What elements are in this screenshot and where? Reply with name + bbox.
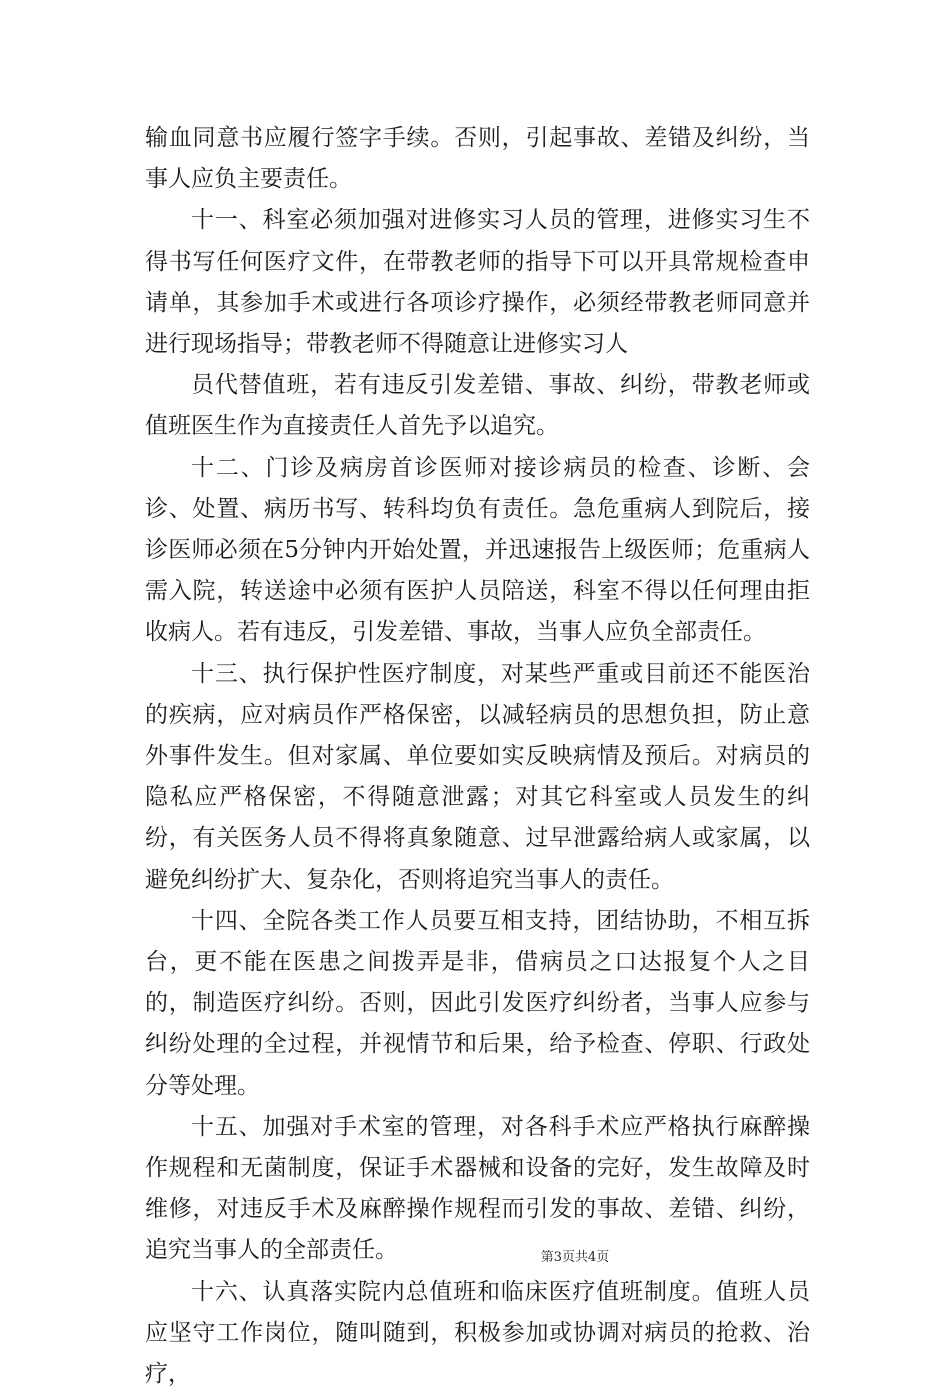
paragraph-6: 十四、全院各类工作人员要互相支持，团结协助，不相互拆台，更不能在医患之间拨弄是非，借病员之口达报复个人之目的，制造医疗纠纷。否则，因此引发医疗纠纷者，当事人应参与纠纷处理的全过程，并视情节和后果，给予检查、停职、行政处分等处理。 <box>145 907 810 1099</box>
paragraph-2: 十一、科室必须加强对进修实习人员的管理，进修实习生不得书写任何医疗文件，在带教老师的指导下可以开具常规检查申请单，其参加手术或进行各项诊疗操作，必须经带教老师同意并进行现场指导；带教老师不得随意让进修实习人 <box>145 207 810 358</box>
paragraph-3: 员代替值班，若有违反引发差错、事故、纠纷，带教老师或值班医生作为直接责任人首先予以追究。 <box>145 372 810 440</box>
paragraph-8: 十六、认真落实院内总值班和临床医疗值班制度。值班人员应坚守工作岗位，随叫随到，积极参加或协调对病员的抢救、治疗， <box>145 1278 810 1388</box>
document-body <box>145 118 810 1395</box>
paragraph-5: 十三、执行保护性医疗制度，对某些严重或目前还不能医治的疾病，应对病员作严格保密，以减轻病员的思想负担，防止意外事件发生。但对家属、单位要如实反映病情及预后。对病员的隐私应严格保密，不得随意泄露；对其它科室或人员发生的纠纷，有关医务人员不得将真象随意、过早泄露给病人或家属，以避免纠纷扩大、复杂化，否则将追究当事人的责任。 <box>145 660 810 893</box>
paragraph-7: 十五、加强对手术室的管理，对各科手术应严格执行麻醉操作规程和无菌制度，保证手术器械和设备的完好，发生故障及时维修，对违反手术及麻醉操作规程而引发的事故、差错、纠纷，追究当事人的全部责任。 <box>145 1113 810 1264</box>
page-footer <box>0 1246 950 1265</box>
paragraph-4: 十二、门诊及病房首诊医师对接诊病员的检查、诊断、会诊、处置、病历书写、转科均负有责任。急危重病人到院后，接诊医师必须在5分钟内开始处置，并迅速报告上级医师；危重病人需入院，转送途中必须有医护人员陪送，科室不得以任何理由拒收病人。若有违反，引发差错、事故，当事人应负全部责任。 <box>145 454 810 646</box>
paragraph-1: 输血同意书应履行签字手续。否则，引起事故、差错及纠纷，当事人应负主要责任。 <box>145 125 810 193</box>
page-number: 第3页共4页 <box>540 1250 610 1265</box>
